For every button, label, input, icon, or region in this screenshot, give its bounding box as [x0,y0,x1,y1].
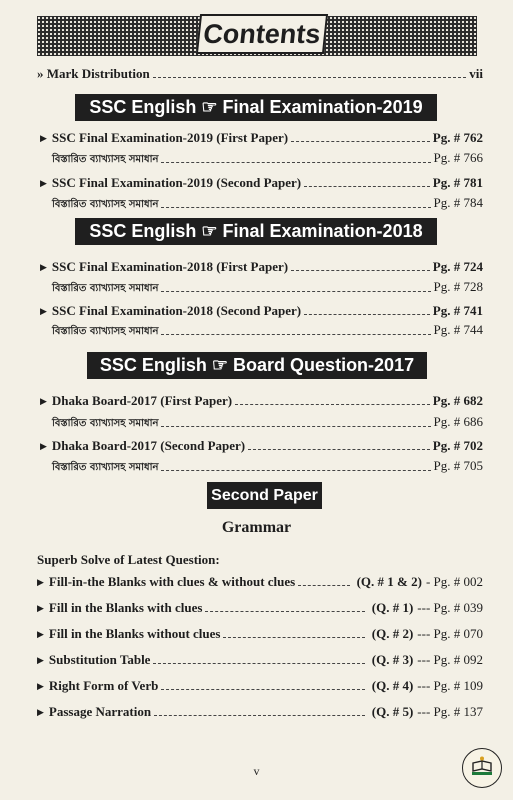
second-paper-heading: Second Paper [207,482,322,509]
toc-entry[interactable]: ▶ SSC Final Examination-2019 (First Paper) Pg. # 762 [40,130,483,145]
toc-entry[interactable]: ▶ SSC Final Examination-2018 (Second Paper) Pg. # 741 [40,303,483,318]
book-icon [469,755,495,781]
toc-entry[interactable]: ▶ Dhaka Board-2017 (First Paper) Pg. # 682 [40,393,483,408]
toc-subentry[interactable]: বিস্তারিত ব্যাখ্যাসহ সমাধান Pg. # 744 [52,322,483,337]
triangle-bullet-icon: ▶ [37,603,44,613]
triangle-bullet-icon: ▶ [40,441,47,451]
grammar-item[interactable]: ▶ Fill-in-the Blanks with clues & without clues (Q. # 1 & 2) - Pg. # 002 [37,574,483,589]
section-banner-2019: SSC English ☞ Final Examination-2019 [75,94,437,121]
mark-distribution-row [37,66,483,82]
toc-entry[interactable]: ▶ SSC Final Examination-2018 (First Paper) Pg. # 724 [40,259,483,274]
toc-subentry[interactable]: বিস্তারিত ব্যাখ্যাসহ সমাধান Pg. # 766 [52,150,483,165]
grammar-heading: Grammar [221,519,292,536]
toc-subentry[interactable]: বিস্তারিত ব্যাখ্যাসহ সমাধান Pg. # 784 [52,195,483,210]
publisher-logo-icon [462,748,502,788]
triangle-bullet-icon: ▶ [40,262,47,272]
toc-entry[interactable]: ▶ Dhaka Board-2017 (Second Paper) Pg. # 702 [40,438,483,453]
triangle-bullet-icon: ▶ [37,577,44,587]
triangle-bullet-icon: ▶ [40,306,47,316]
grammar-item[interactable]: ▶ Fill in the Blanks with clues (Q. # 1) --- Pg. # 039 [37,600,483,615]
grammar-item[interactable]: ▶ Fill in the Blanks without clues (Q. # 2) --- Pg. # 070 [37,626,483,641]
grammar-item[interactable]: ▶ Passage Narration (Q. # 5) --- Pg. # 137 [37,704,483,719]
triangle-bullet-icon: ▶ [40,133,47,143]
toc-subentry[interactable]: বিস্তারিত ব্যাখ্যাসহ সমাধান Pg. # 728 [52,279,483,294]
superb-solve-subheading: Superb Solve of Latest Question: [37,552,220,567]
page-number: v [253,764,260,778]
contents-title: Contents [196,14,328,54]
toc-subentry[interactable]: বিস্তারিত ব্যাখ্যাসহ সমাধান Pg. # 686 [52,414,483,429]
toc-entry[interactable]: ▶ SSC Final Examination-2019 (Second Paper) Pg. # 781 [40,175,483,190]
triangle-bullet-icon: ▶ [37,707,44,717]
triangle-bullet-icon: ▶ [37,629,44,639]
toc-subentry[interactable]: বিস্তারিত ব্যাখ্যাসহ সমাধান Pg. # 705 [52,458,483,473]
section-banner-2017: SSC English ☞ Board Question-2017 [87,352,427,379]
mark-distribution-page: vii [469,66,483,81]
section-banner-2018: SSC English ☞ Final Examination-2018 [75,218,437,245]
grammar-item[interactable]: ▶ Right Form of Verb (Q. # 4) --- Pg. # 109 [37,678,483,693]
mark-distribution-label: » Mark Distribution [37,66,150,81]
grammar-item[interactable]: ▶ Substitution Table (Q. # 3) --- Pg. # 092 [37,652,483,667]
triangle-bullet-icon: ▶ [40,178,47,188]
triangle-bullet-icon: ▶ [40,396,47,406]
triangle-bullet-icon: ▶ [37,655,44,665]
triangle-bullet-icon: ▶ [37,681,44,691]
